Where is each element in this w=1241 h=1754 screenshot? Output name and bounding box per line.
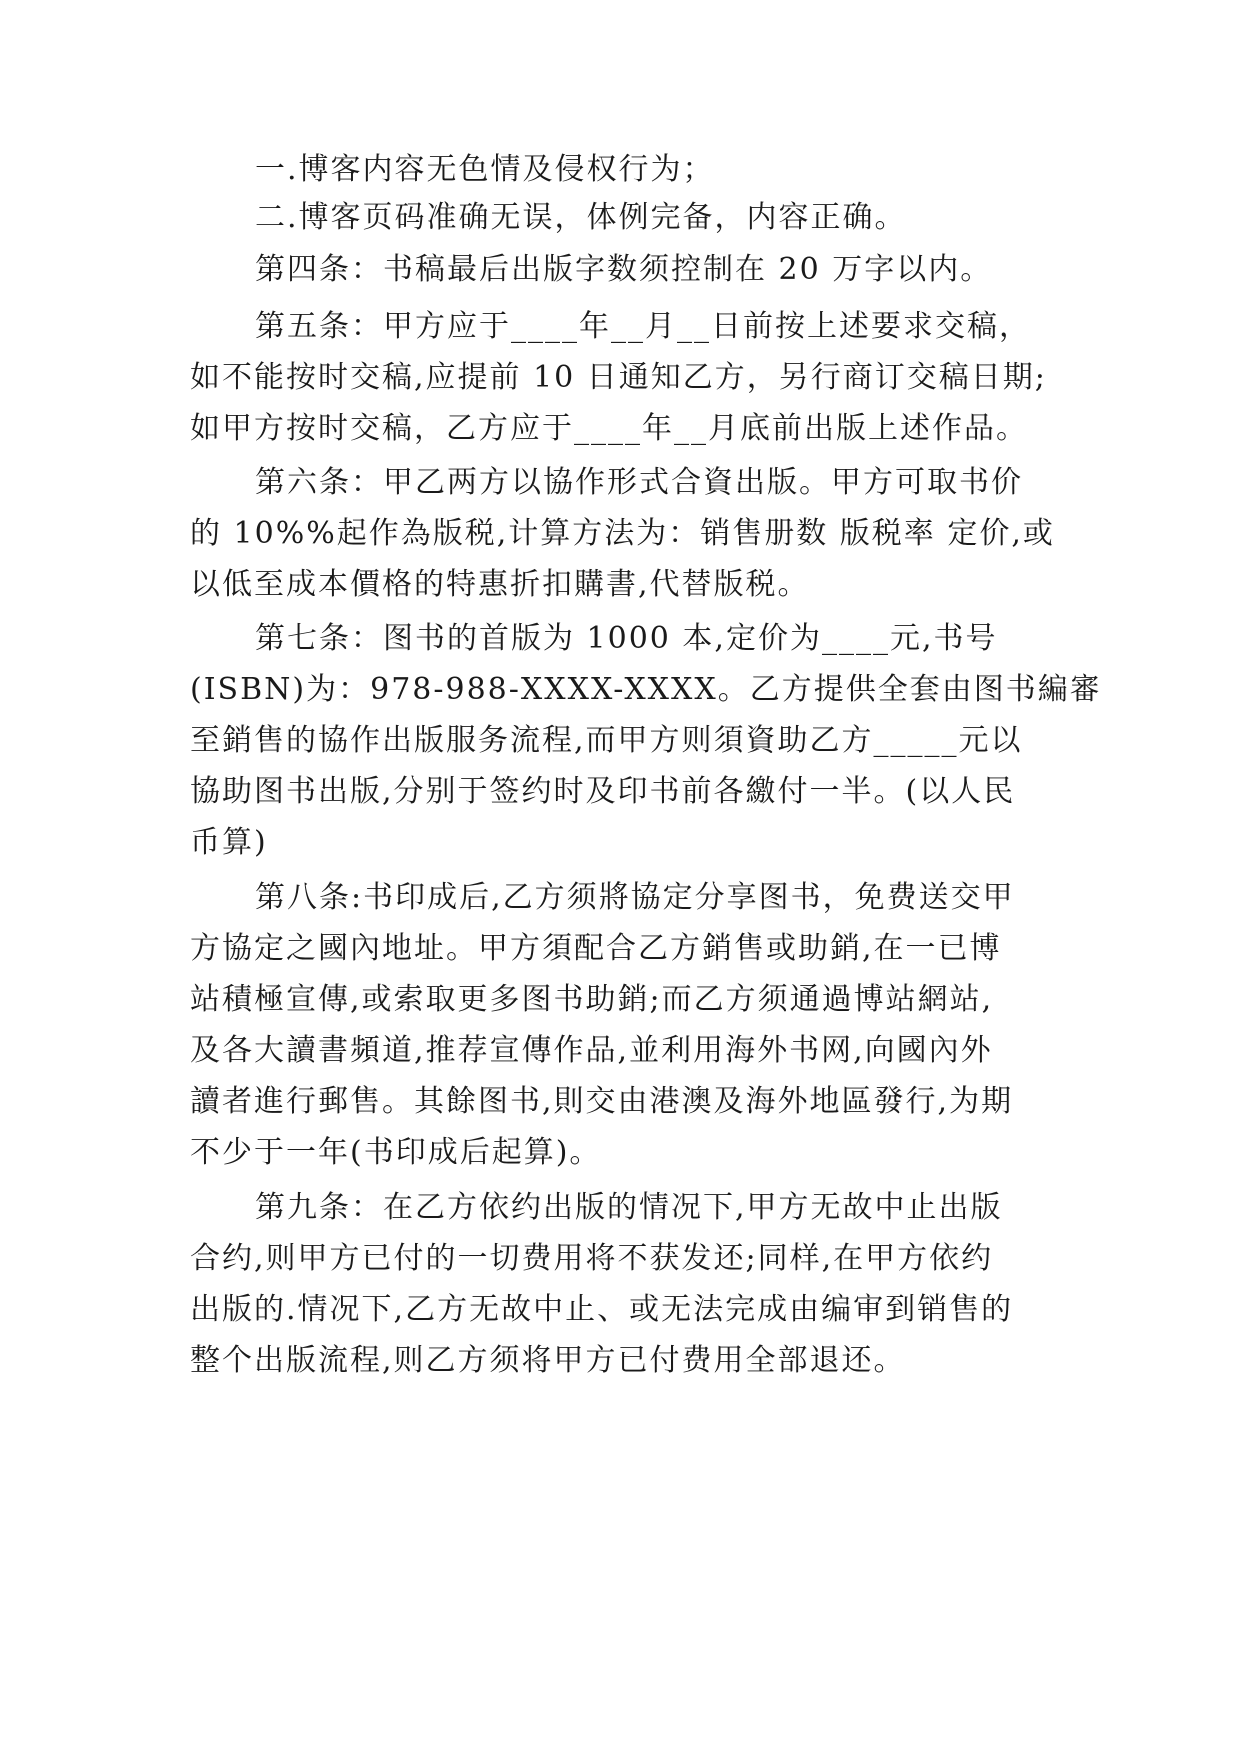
paragraph-line: (ISBN)为：978-988-XXXX-XXXX。乙方提供全套由图书編審 <box>190 672 1102 707</box>
paragraph-line: 第五条：甲方应于____年__月__日前按上述要求交稿， <box>255 309 1031 344</box>
paragraph-line: 合约,则甲方已付的一切费用将不获发还;同样,在甲方依约 <box>190 1241 994 1276</box>
paragraph-line: 協助图书出版,分别于签约时及印书前各繳付一半。(以人民 <box>190 774 1016 809</box>
paragraph-line: 第八条:书印成后,乙方须將協定分享图书，免费送交甲 <box>255 880 1015 915</box>
paragraph-line: 至銷售的協作出版服务流程,而甲方则須資助乙方_____元以 <box>190 723 1023 758</box>
paragraph-line: 第七条：图书的首版为 1000 本,定价为____元,书号 <box>255 621 998 656</box>
paragraph-line: 一.博客内容无色情及侵权行为； <box>255 152 715 187</box>
paragraph-line: 出版的.情况下,乙方无故中止、或无法完成由编审到销售的 <box>190 1292 1014 1327</box>
paragraph-line: 第六条：甲乙两方以協作形式合資出版。甲方可取书价 <box>255 465 1023 500</box>
paragraph-line: 整个出版流程,则乙方须将甲方已付费用全部退还。 <box>190 1343 906 1378</box>
paragraph-line: 不少于一年(书印成后起算)。 <box>190 1135 602 1170</box>
paragraph-line: 及各大讀書頻道,推荐宣傳作品,並利用海外书网,向國內外 <box>190 1033 993 1068</box>
paragraph-line: 二.博客页码准确无误，体例完备，内容正确。 <box>255 200 907 235</box>
paragraph-line: 第九条：在乙方依约出版的情况下,甲方无故中止出版 <box>255 1190 1003 1225</box>
paragraph-line: 站積極宣傳,或索取更多图书助銷;而乙方须通過博站網站, <box>190 982 994 1017</box>
paragraph-line: 以低至成本價格的特惠折扣購書,代替版税。 <box>190 567 810 602</box>
paragraph-line: 如甲方按时交稿，乙方应于____年__月底前出版上述作品。 <box>190 411 1028 446</box>
paragraph-line: 币算) <box>190 825 268 860</box>
paragraph-line: 的 10%%起作為版税,计算方法为：销售册数 版税率 定价,或 <box>190 516 1055 551</box>
paragraph-line: 讀者進行郵售。其餘图书,則交由港澳及海外地區發行,为期 <box>190 1084 1014 1119</box>
paragraph-line: 如不能按时交稿,应提前 10 日通知乙方，另行商订交稿日期; <box>190 360 1047 395</box>
paragraph-line: 方協定之國內地址。甲方須配合乙方銷售或助銷,在一已博 <box>190 931 1002 966</box>
paragraph-line: 第四条：书稿最后出版字数须控制在 20 万字以内。 <box>255 252 993 287</box>
